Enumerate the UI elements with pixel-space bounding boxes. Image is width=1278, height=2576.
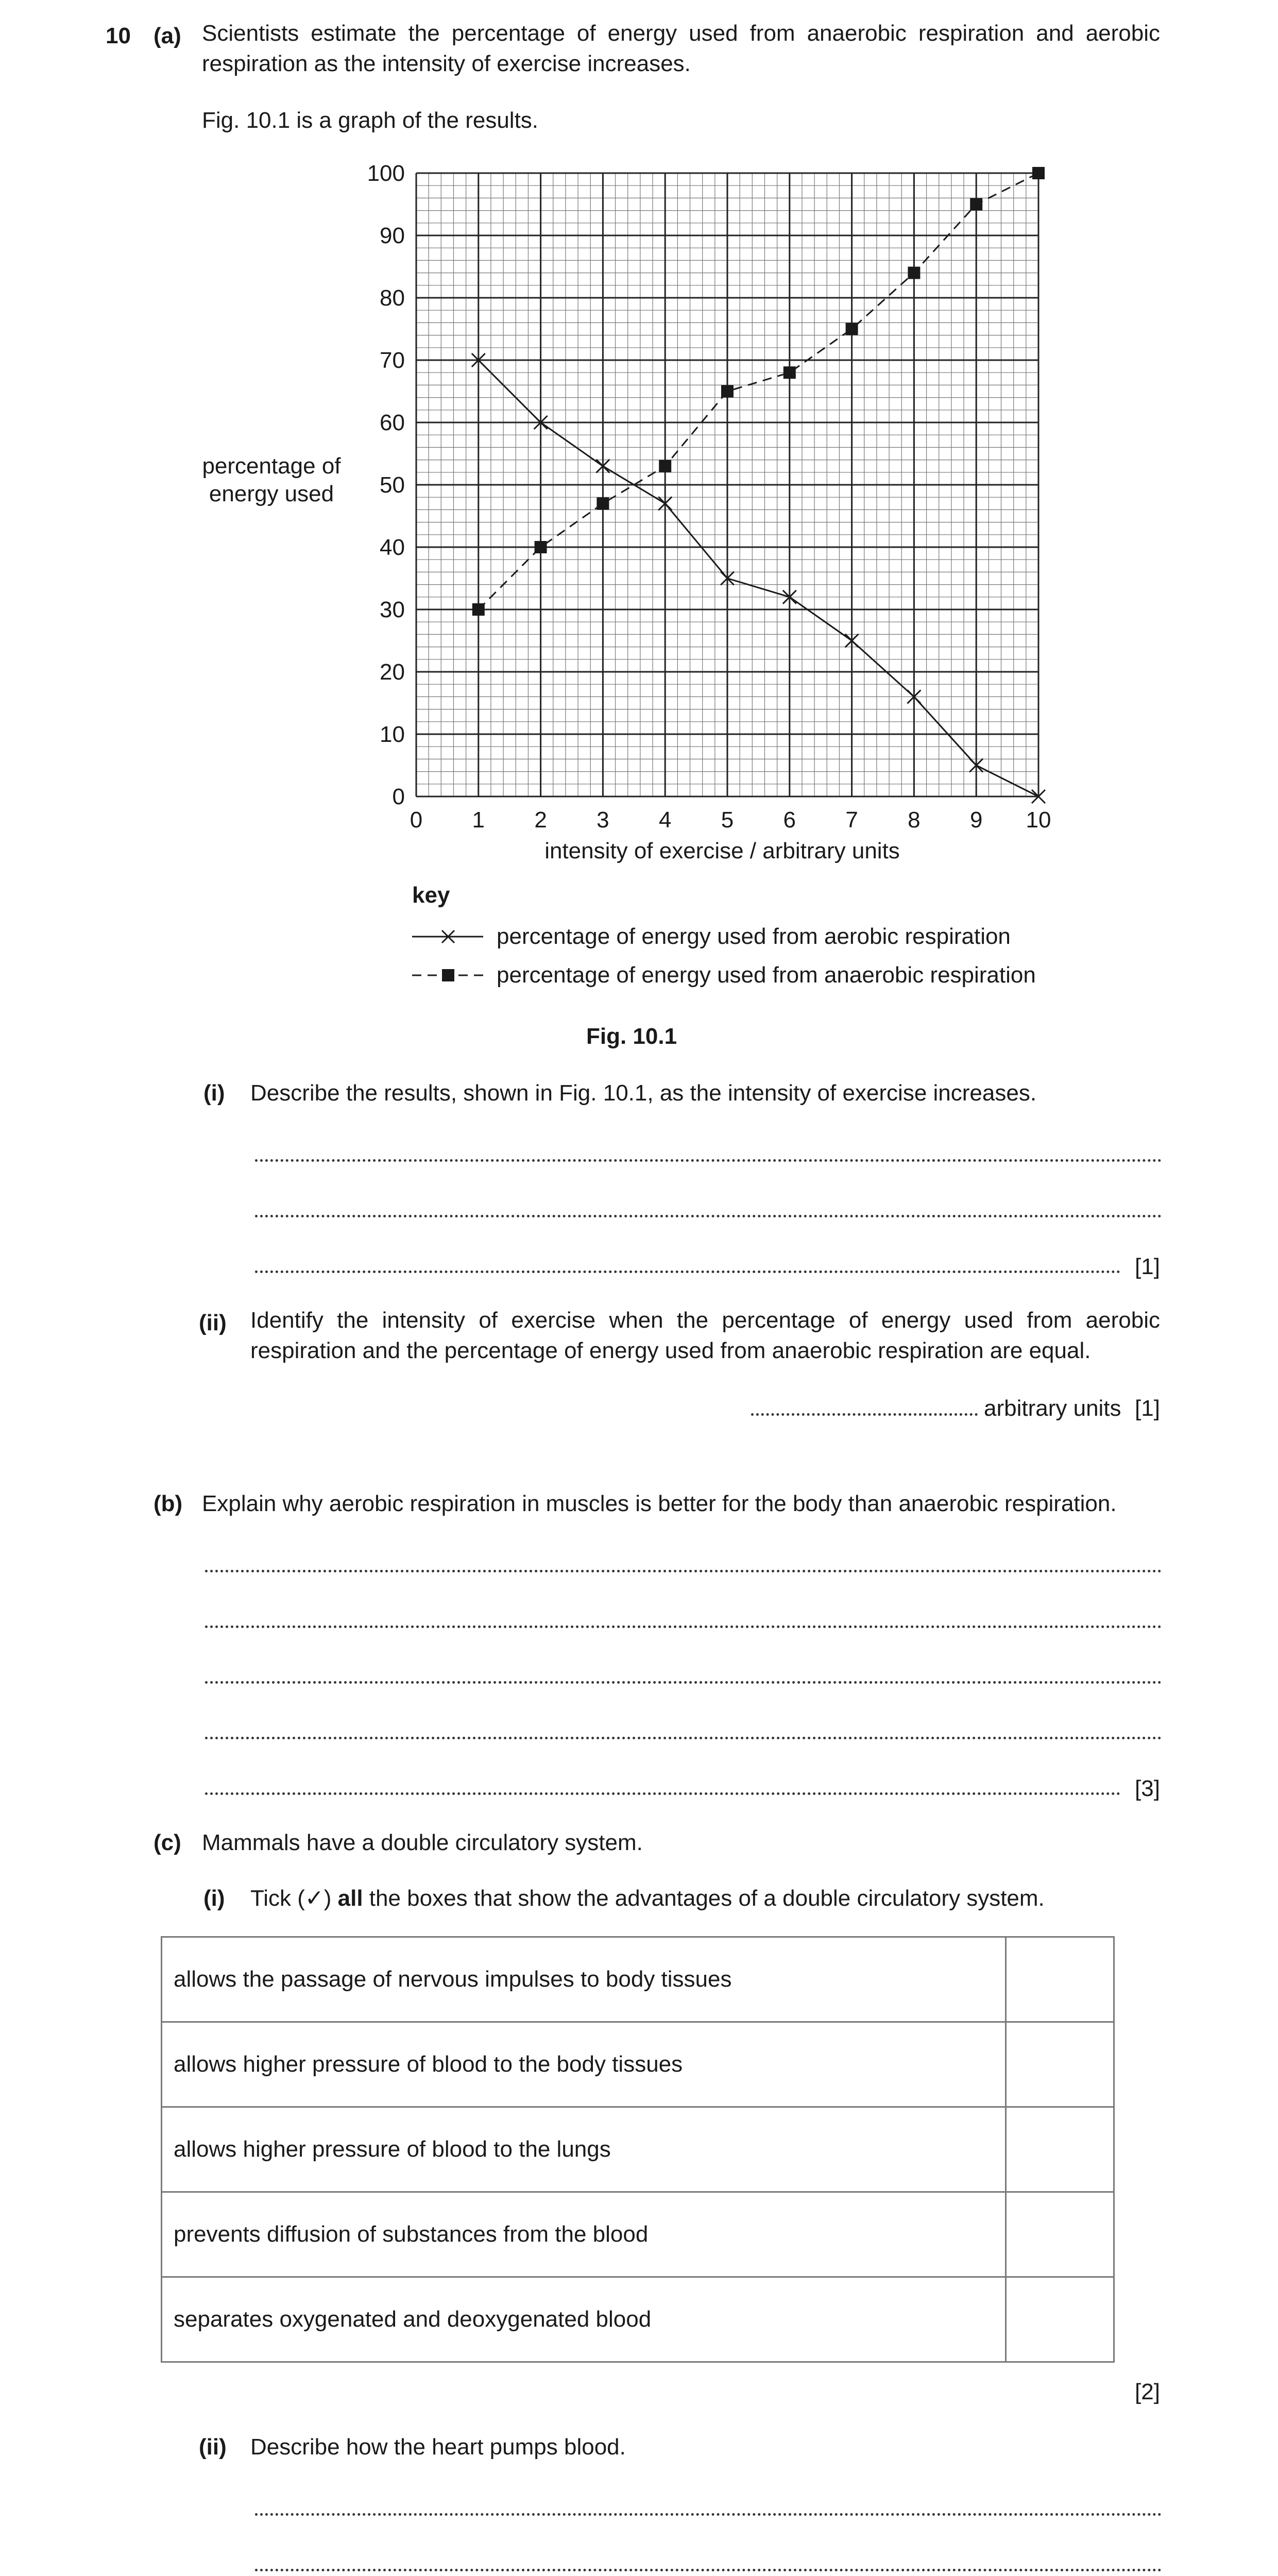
y-axis-label-line1: percentage of bbox=[202, 453, 341, 479]
table-row bbox=[162, 2277, 1114, 2362]
advantages-table bbox=[161, 1936, 1115, 2363]
part-b-label: (b) bbox=[154, 1491, 183, 1516]
x-tick-label: 8 bbox=[908, 807, 921, 833]
part-a-label: (a) bbox=[154, 23, 181, 48]
option-text: allows the passage of nervous impulses to body tissues bbox=[162, 1937, 1006, 2022]
answer-line-c-ii-1[interactable] bbox=[255, 2513, 1162, 2516]
y-tick-label: 80 bbox=[380, 285, 405, 311]
tick-box[interactable] bbox=[1006, 2107, 1114, 2192]
table-row bbox=[162, 2192, 1114, 2277]
y-tick-label: 10 bbox=[380, 722, 405, 747]
grid-major bbox=[416, 173, 1038, 796]
x-tick-label: 10 bbox=[1026, 807, 1051, 833]
part-c-ii-label: (ii) bbox=[199, 2434, 227, 2460]
answer-line-b-1[interactable] bbox=[205, 1570, 1162, 1572]
x-tick-label: 9 bbox=[969, 807, 983, 833]
marks-a-ii: [1] bbox=[1135, 1396, 1160, 1421]
tick-box[interactable] bbox=[1006, 2192, 1114, 2277]
option-text: allows higher pressure of blood to the lungs bbox=[162, 2107, 1006, 2192]
x-tick-labels bbox=[410, 807, 1051, 833]
y-tick-label: 40 bbox=[380, 535, 405, 560]
key-aerobic-symbol bbox=[412, 930, 483, 943]
part-c-text: Mammals have a double circulatory system. bbox=[202, 1830, 643, 1855]
question-number: 10 bbox=[106, 23, 131, 48]
data-point-anaerobic bbox=[659, 460, 671, 472]
y-axis-label-line2: energy used bbox=[209, 481, 334, 506]
part-c-i-label: (i) bbox=[203, 1886, 225, 1911]
key-title: key bbox=[412, 883, 450, 908]
table-row bbox=[162, 2022, 1114, 2107]
y-tick-label: 20 bbox=[380, 659, 405, 685]
x-tick-label: 1 bbox=[472, 807, 485, 833]
part-c-i-text: Tick (✓) all the boxes that show the advantages of a double circulatory system. bbox=[250, 1886, 1045, 1911]
answer-line-a-i-1[interactable] bbox=[255, 1159, 1162, 1162]
x-tick-label: 6 bbox=[783, 807, 796, 833]
data-point-anaerobic bbox=[1032, 167, 1045, 179]
answer-line-b-5[interactable] bbox=[205, 1792, 1120, 1795]
part-a-ii-text-line2: respiration and the percentage of energy used from anaerobic respiration are equal. bbox=[250, 1338, 1091, 1363]
data-point-anaerobic bbox=[597, 497, 609, 510]
y-tick-label: 90 bbox=[380, 223, 405, 248]
table-row bbox=[162, 2107, 1114, 2192]
tick-box[interactable] bbox=[1006, 2277, 1114, 2362]
x-tick-label: 7 bbox=[845, 807, 858, 833]
x-axis-label: intensity of exercise / arbitrary units bbox=[544, 838, 900, 863]
series-line-aerobic bbox=[479, 360, 1038, 796]
part-c-label: (c) bbox=[154, 1830, 181, 1855]
answer-line-b-3[interactable] bbox=[205, 1681, 1162, 1684]
part-a-ii-text-line1: Identify the intensity of exercise when the percentage of energy used from aerobic bbox=[250, 1308, 1160, 1333]
y-tick-label: 30 bbox=[380, 597, 405, 622]
answer-line-a-ii[interactable] bbox=[751, 1413, 978, 1416]
part-a-i-text: Describe the results, shown in Fig. 10.1, as the intensity of exercise increases. bbox=[250, 1080, 1037, 1106]
answer-line-a-i-2[interactable] bbox=[255, 1215, 1162, 1217]
part-a-ii-label: (ii) bbox=[199, 1310, 227, 1335]
table-row bbox=[162, 1937, 1114, 2022]
energy-graph bbox=[0, 0, 1278, 1030]
series-line-anaerobic bbox=[479, 173, 1038, 609]
marks-a-i: [1] bbox=[1135, 1254, 1160, 1279]
y-tick-label: 60 bbox=[380, 410, 405, 435]
part-b-text: Explain why aerobic respiration in muscles is better for the body than anaerobic respiration. bbox=[202, 1491, 1117, 1516]
data-point-anaerobic bbox=[908, 267, 920, 279]
answer-line-b-4[interactable] bbox=[205, 1737, 1162, 1739]
option-text: separates oxygenated and deoxygenated blood bbox=[162, 2277, 1006, 2362]
x-tick-label: 0 bbox=[410, 807, 423, 833]
unit-a-ii: arbitrary units bbox=[984, 1396, 1121, 1421]
data-point-anaerobic bbox=[721, 385, 734, 398]
data-point-anaerobic bbox=[535, 541, 547, 553]
marks-b: [3] bbox=[1135, 1776, 1160, 1801]
x-tick-label: 5 bbox=[721, 807, 734, 833]
option-text: allows higher pressure of blood to the body tissues bbox=[162, 2022, 1006, 2107]
part-a-intro-line1: Scientists estimate the percentage of energy used from anaerobic respiration and aerobic bbox=[202, 21, 1160, 46]
answer-line-a-i-3[interactable] bbox=[255, 1270, 1120, 1273]
y-tick-label: 100 bbox=[367, 161, 405, 186]
y-tick-label: 0 bbox=[392, 784, 405, 809]
x-tick-label: 4 bbox=[658, 807, 672, 833]
tick-box[interactable] bbox=[1006, 1937, 1114, 2022]
key-aerobic-label: percentage of energy used from aerobic respiration bbox=[497, 924, 1011, 949]
data-point-anaerobic bbox=[783, 366, 796, 379]
data-point-anaerobic bbox=[970, 198, 982, 211]
fig-intro: Fig. 10.1 is a graph of the results. bbox=[202, 108, 539, 133]
part-a-intro-line2: respiration as the intensity of exercise increases. bbox=[202, 51, 691, 76]
part-a-i-label: (i) bbox=[203, 1080, 225, 1106]
fig-caption: Fig. 10.1 bbox=[586, 1024, 677, 1049]
tick-box[interactable] bbox=[1006, 2022, 1114, 2107]
data-point-anaerobic bbox=[472, 603, 485, 616]
y-tick-label: 70 bbox=[380, 348, 405, 373]
part-c-ii-text: Describe how the heart pumps blood. bbox=[250, 2434, 626, 2460]
y-tick-label: 50 bbox=[380, 472, 405, 498]
option-text: prevents diffusion of substances from the blood bbox=[162, 2192, 1006, 2277]
key-anaerobic-label: percentage of energy used from anaerobic respiration bbox=[497, 962, 1036, 988]
x-tick-label: 3 bbox=[597, 807, 609, 833]
y-tick-labels bbox=[367, 161, 405, 809]
answer-line-c-ii-2[interactable] bbox=[255, 2569, 1162, 2571]
marks-c-i: [2] bbox=[1135, 2379, 1160, 2404]
data-point-anaerobic bbox=[846, 323, 858, 335]
x-tick-label: 2 bbox=[534, 807, 547, 833]
answer-line-b-2[interactable] bbox=[205, 1625, 1162, 1628]
key-anaerobic-symbol bbox=[412, 969, 483, 981]
